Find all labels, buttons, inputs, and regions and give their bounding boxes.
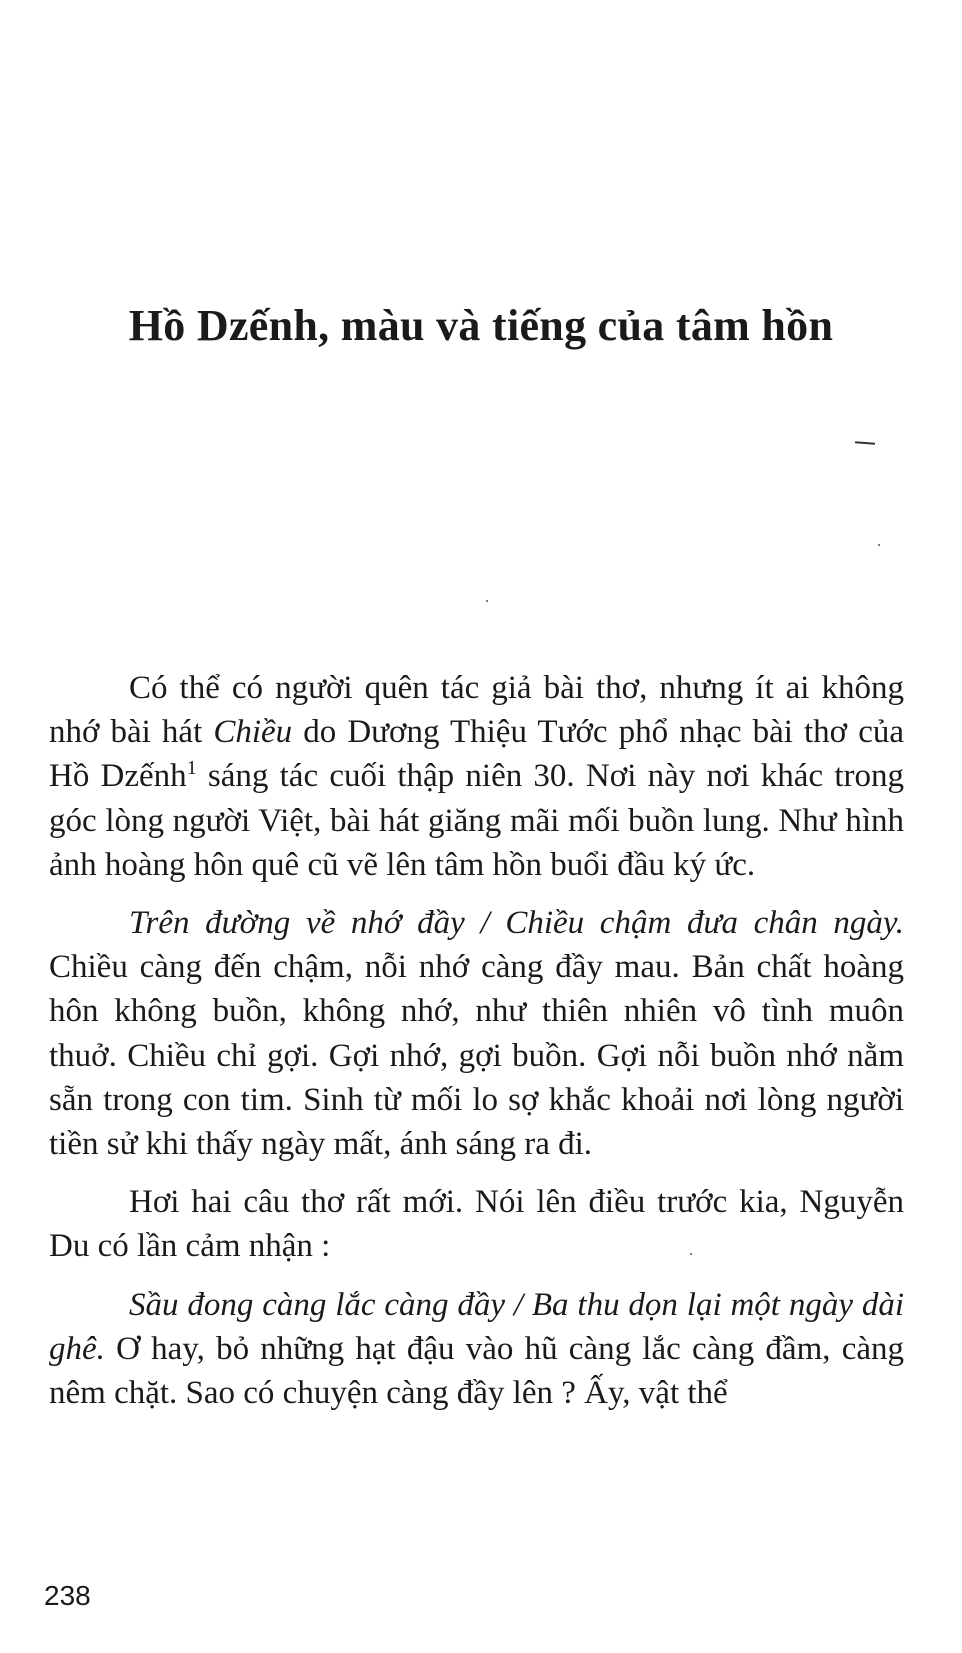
- paragraph: [49, 901, 904, 1166]
- paragraph-text: Chiều càng đến chậm, nỗi nhớ càng đầy mau. Bản chất hoàng hôn không buồn, không nhớ, như thiên nhiên vô tình muôn thuở. Chiều chỉ gợi. Gợi nhớ, gợi buồn. Gợi nỗi buồn nhớ nằm sẵn trong con tim. Sinh từ mối lo sợ khắc khoải nơi lòng người tiền sử khi thấy ngày mất, ánh sáng ra đi.: [49, 949, 904, 1163]
- paragraph-text: Ơ hay, bỏ những hạt đậu vào hũ càng lắc càng đầm, càng nêm chặt. Sao có chuyện càng đầy lên ? Ấy, vật thể: [49, 1330, 904, 1412]
- poem-quote: Trên đường về nhớ đầy / Chiều chậm đưa chân ngày.: [129, 905, 904, 942]
- scan-speck: [690, 1253, 692, 1255]
- paragraph-text: do Dương Thiệu Tước phổ nhạc bài thơ của Hồ Dzếnh: [49, 714, 904, 795]
- page-number: 238: [44, 1580, 91, 1611]
- paragraph: [49, 1180, 904, 1268]
- paragraph-text: Có thể có người quên tác giả bài thơ, nhưng ít ai không nhớ bài hát: [49, 670, 904, 751]
- scan-speck: [878, 544, 880, 546]
- paragraph: [49, 666, 904, 887]
- body-text: [49, 666, 904, 1429]
- paragraph-text: Hơi hai câu thơ rất mới. Nói lên điều trước kia, Nguyễn Du có lần cảm nhận :: [49, 1184, 904, 1265]
- paragraph-text: sáng tác cuối thập niên 30. Nơi này nơi khác trong góc lòng người Việt, bài hát giăng mãi mối buồn lung. Như hình ảnh hoàng hôn quê cũ vẽ lên tâm hồn buổi đầu ký ức.: [49, 758, 904, 883]
- chapter-title: Hồ Dzếnh, màu và tiếng của tâm hồn: [128, 301, 834, 350]
- song-title: Chiều: [213, 714, 293, 751]
- scan-speck: [486, 600, 488, 602]
- decorative-mark: [855, 441, 875, 444]
- paragraph: [49, 1283, 904, 1416]
- footnote-marker: 1: [186, 757, 197, 780]
- poem-quote: Sầu đong càng lắc càng đầy / Ba thu dọn lại một ngày dài ghê.: [49, 1286, 904, 1367]
